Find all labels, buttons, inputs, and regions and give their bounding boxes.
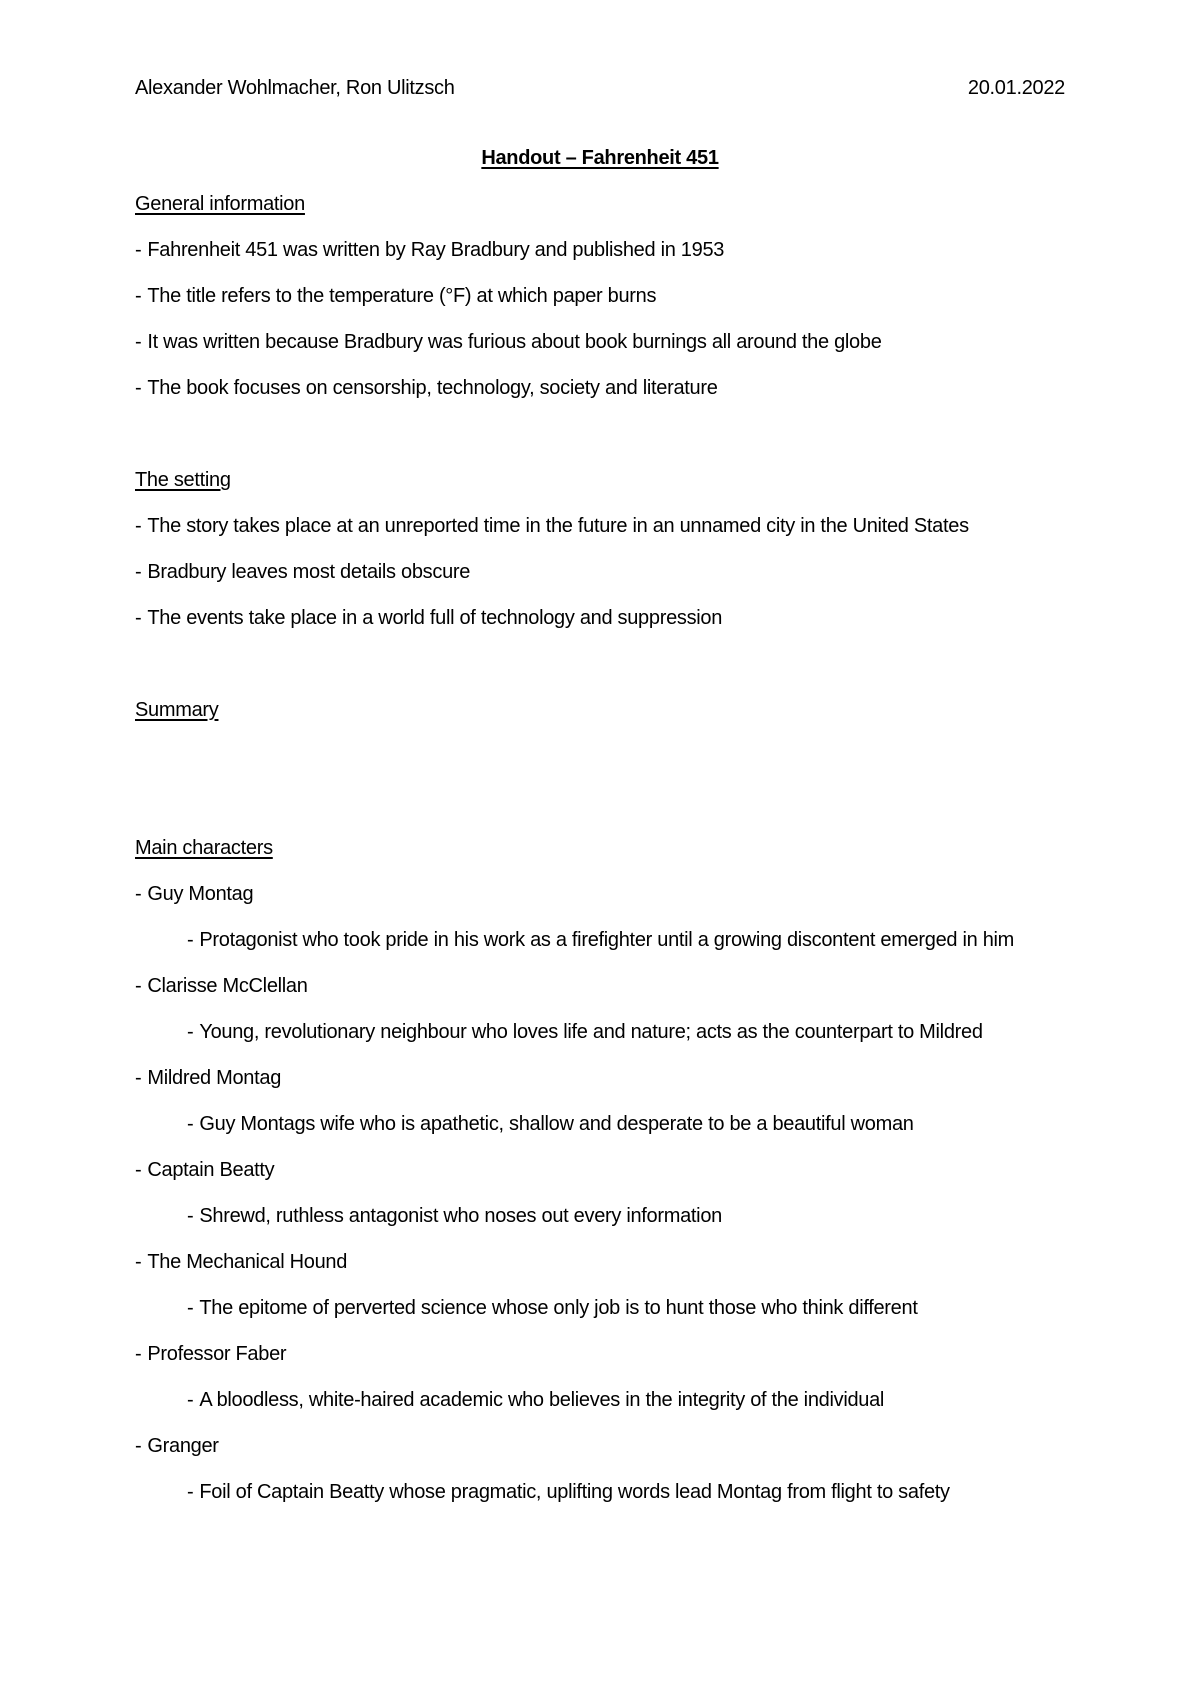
section-heading-main-characters [135,833,1065,863]
character-description [135,1477,1027,1507]
bullet-dash: - [187,1021,194,1043]
bullet-dash: - [187,1389,194,1411]
blank-line [135,741,1065,771]
character-name [135,879,1065,909]
bullet-text: Bradbury leaves most details obscure [147,561,471,583]
bullet-dash: - [187,929,194,951]
bullet-dash: - [135,975,142,997]
character-name-text: The Mechanical Hound [147,1251,348,1273]
character-description [135,1293,1027,1323]
document-title: Handout – Fahrenheit 451 [481,147,719,169]
bullet-text: The story takes place at an unreported time in the future in an unnamed city in the United States [147,515,969,537]
character-name-text: Guy Montag [147,883,254,905]
character-name [135,1431,1065,1461]
character-name [135,1339,1065,1369]
character-description [135,1017,1027,1047]
bullet-dash: - [135,1159,142,1181]
character-name [135,1063,1065,1093]
section-heading-text: Summary [135,699,219,721]
section-heading-the-setting [135,465,1065,495]
bullet-item [135,511,1065,541]
bullet-dash: - [135,239,142,261]
character-description [135,925,1027,955]
bullet-dash: - [135,1435,142,1457]
blank-line [135,787,1065,817]
section-heading-text: General information [135,193,305,215]
character-name-text: Clarisse McClellan [147,975,308,997]
bullet-item [135,603,1065,633]
bullet-dash: - [135,285,142,307]
bullet-item [135,327,1065,357]
document-header [135,73,1065,103]
character-name [135,1247,1065,1277]
author-names: Alexander Wohlmacher, Ron Ulitzsch [135,77,455,99]
bullet-item [135,373,1065,403]
bullet-dash: - [135,515,142,537]
bullet-dash: - [187,1481,194,1503]
bullet-text: The title refers to the temperature (°F) at which paper burns [147,285,657,307]
section-heading-text: The setting [135,469,231,491]
character-description [135,1385,1027,1415]
character-name-text: Mildred Montag [147,1067,282,1089]
bullet-dash: - [187,1297,194,1319]
section-heading-general-information [135,189,1065,219]
character-name [135,1155,1065,1185]
character-description-text: Foil of Captain Beatty whose pragmatic, uplifting words lead Montag from flight to safety [199,1481,950,1503]
bullet-dash: - [187,1113,194,1135]
character-description-text: Guy Montags wife who is apathetic, shallow and desperate to be a beautiful woman [199,1113,914,1135]
bullet-text: Fahrenheit 451 was written by Ray Bradbury and published in 1953 [147,239,725,261]
character-description [135,1109,1027,1139]
bullet-text: The book focuses on censorship, technology, society and literature [147,377,718,399]
character-description-text: Young, revolutionary neighbour who loves life and nature; acts as the counterpart to Mildred [199,1021,983,1043]
character-description-text: Shrewd, ruthless antagonist who noses out every information [199,1205,722,1227]
character-description-text: Protagonist who took pride in his work as a firefighter until a growing discontent emerged in him [199,929,1015,951]
bullet-dash: - [135,1251,142,1273]
bullet-dash: - [135,561,142,583]
character-description [135,1201,1027,1231]
blank-line [135,649,1065,679]
bullet-dash: - [135,1343,142,1365]
bullet-item [135,557,1065,587]
title-row [135,143,1065,173]
character-description-text: The epitome of perverted science whose only job is to hunt those who think different [199,1297,918,1319]
document-date: 20.01.2022 [967,77,1065,99]
character-description-text: A bloodless, white-haired academic who believes in the integrity of the individual [199,1389,885,1411]
bullet-dash: - [135,377,142,399]
bullet-item [135,281,1065,311]
character-name-text: Captain Beatty [147,1159,275,1181]
character-name [135,971,1065,1001]
blank-line [135,419,1065,449]
bullet-dash: - [187,1205,194,1227]
bullet-dash: - [135,607,142,629]
bullet-dash: - [135,883,142,905]
bullet-text: It was written because Bradbury was furious about book burnings all around the globe [147,331,882,353]
bullet-dash: - [135,1067,142,1089]
bullet-text: The events take place in a world full of technology and suppression [147,607,723,629]
section-heading-text: Main characters [135,837,273,859]
character-name-text: Granger [147,1435,219,1457]
section-heading-summary [135,695,1065,725]
bullet-item [135,235,1065,265]
character-name-text: Professor Faber [147,1343,287,1365]
bullet-dash: - [135,331,142,353]
